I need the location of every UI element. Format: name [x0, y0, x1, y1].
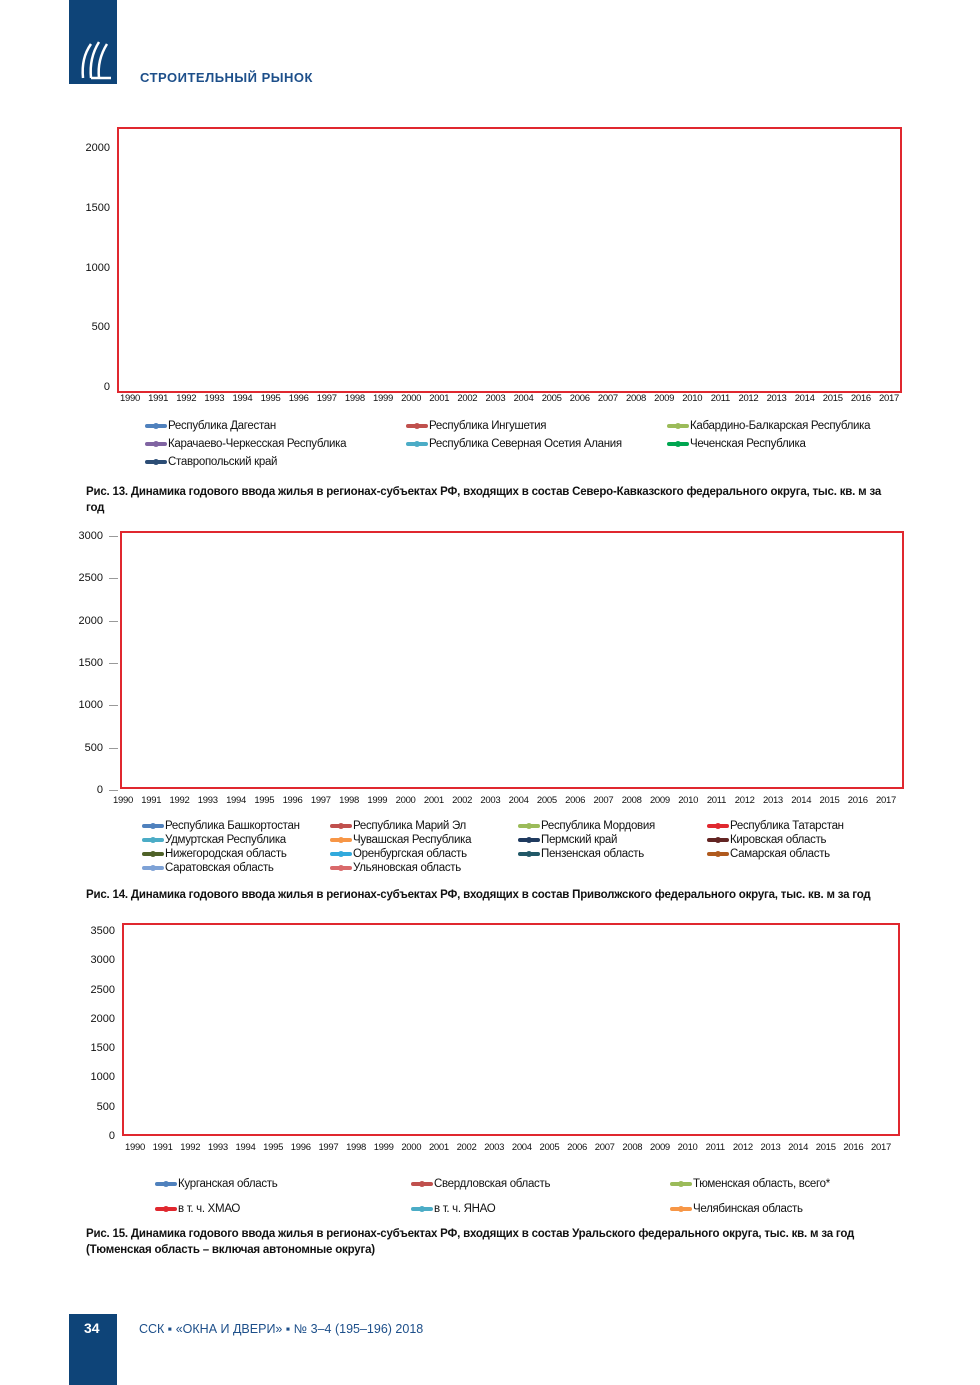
- x-tick-label: 1997: [318, 1142, 339, 1153]
- y-tick-label: 3000: [78, 530, 103, 542]
- x-tick-label: 2014: [791, 795, 812, 806]
- legend-swatch-icon: [406, 442, 428, 446]
- x-tick-label: 2009: [654, 393, 675, 404]
- x-tick-label: 2014: [794, 393, 815, 404]
- x-tick-label: 2010: [678, 795, 699, 806]
- legend-item: [330, 834, 471, 846]
- x-tick-label: 2006: [569, 393, 590, 404]
- x-tick-label: 1990: [120, 393, 140, 404]
- x-tick-label: 1992: [176, 393, 197, 404]
- y-tick-label: 0: [108, 1130, 115, 1142]
- legend-label: Республика Северная Осетия Алания: [429, 438, 622, 450]
- x-tick-label: 2000: [401, 1142, 422, 1153]
- legend-label: Республика Татарстан: [730, 820, 844, 832]
- legend-item: [142, 820, 300, 832]
- x-tick-label: 1997: [316, 393, 337, 404]
- legend-label: в т. ч. ЯНАО: [434, 1203, 496, 1215]
- legend-swatch-icon: [411, 1182, 433, 1186]
- y-tick-label: 2500: [78, 572, 103, 585]
- legend-label: Республика Марий Эл: [353, 820, 466, 832]
- x-tick-label: 2012: [732, 1142, 753, 1153]
- x-tick-label: 2010: [677, 1142, 698, 1153]
- legend-item: [670, 1203, 803, 1215]
- x-tick-label: 1999: [373, 1142, 394, 1153]
- figure-caption-14: Рис. 14. Динамика годового ввода жилья в регионах-субъектах РФ, входящих в состав Приволжского федерального округа, тыс. кв. м за год: [86, 889, 871, 901]
- x-tick-label: 2017: [879, 393, 899, 404]
- legend-swatch-icon: [667, 424, 689, 428]
- legend-swatch-icon: [145, 442, 167, 446]
- x-tick-label: 2002: [457, 393, 478, 404]
- x-tick-label: 2006: [565, 795, 586, 806]
- x-tick-label: 1995: [260, 393, 281, 404]
- x-tick-label: 1992: [169, 795, 190, 806]
- x-tick-label: 2004: [513, 393, 534, 404]
- legend-item: [518, 834, 617, 846]
- header-logo-band: [69, 0, 117, 84]
- y-tick-label: 1500: [85, 201, 110, 214]
- x-tick-label: 2008: [626, 393, 646, 404]
- x-tick-label: 2003: [480, 795, 501, 806]
- x-tick-label: 1994: [235, 1142, 256, 1153]
- x-tick-label: 2000: [401, 393, 422, 404]
- legend-swatch-icon: [330, 824, 352, 828]
- x-tick-label: 2003: [485, 393, 506, 404]
- legend-label: Нижегородская область: [165, 848, 287, 860]
- legend-label: Самарская область: [730, 848, 830, 860]
- legend-item: [330, 862, 461, 874]
- x-tick-label: 2004: [511, 1142, 532, 1153]
- y-tick-label: 500: [84, 741, 103, 754]
- x-tick-label: 2016: [843, 1142, 864, 1153]
- legend-item: [145, 438, 346, 450]
- legend-label: Удмуртская Республика: [165, 834, 286, 846]
- x-tick-label: 2015: [822, 393, 843, 404]
- legend-label: Ставропольский край: [168, 456, 278, 468]
- legend-swatch-icon: [142, 852, 164, 856]
- x-tick-label: 1996: [288, 393, 309, 404]
- legend-item: [142, 862, 274, 874]
- legend-label: Оренбургская область: [353, 848, 467, 860]
- y-tick-label: 3500: [90, 925, 115, 937]
- y-tick-label: 0: [103, 381, 110, 393]
- x-tick-label: 2002: [452, 795, 473, 806]
- legend-item: [667, 438, 806, 450]
- x-tick-label: 2002: [456, 1142, 477, 1153]
- legend-label: Тюменская область, всего*: [693, 1178, 830, 1190]
- y-tick-label: 0: [96, 784, 103, 796]
- legend-item: [142, 848, 287, 860]
- y-tick-mark: [109, 578, 118, 579]
- x-tick-label: 1993: [204, 393, 225, 404]
- x-tick-label: 2005: [541, 393, 562, 404]
- legend-item: [155, 1203, 240, 1215]
- legend-swatch-icon: [518, 824, 540, 828]
- y-tick-label: 500: [96, 1100, 115, 1113]
- legend-swatch-icon: [670, 1207, 692, 1211]
- y-tick-mark: [109, 663, 118, 664]
- legend-item: [145, 420, 276, 432]
- legend-item: [707, 820, 844, 832]
- x-tick-label: 1998: [339, 795, 360, 806]
- x-tick-label: 1993: [197, 795, 218, 806]
- x-tick-label: 2004: [508, 795, 529, 806]
- plot-area: [120, 531, 904, 789]
- legend-swatch-icon: [411, 1207, 433, 1211]
- y-tick-label: 2000: [90, 1012, 115, 1025]
- y-tick-label: 1500: [90, 1042, 115, 1055]
- x-tick-label: 2015: [819, 795, 840, 806]
- page-number: 34: [84, 1320, 100, 1336]
- legend-item: [145, 456, 277, 468]
- legend-item: [707, 848, 830, 860]
- y-tick-mark: [109, 621, 118, 622]
- legend-swatch-icon: [670, 1182, 692, 1186]
- x-tick-label: 1994: [226, 795, 246, 806]
- y-tick-mark: [109, 748, 118, 749]
- y-tick-label: 1000: [85, 261, 110, 274]
- legend-item: [406, 438, 622, 450]
- legend-item: [155, 1178, 277, 1190]
- x-tick-label: 1998: [346, 1142, 366, 1153]
- x-tick-label: 2011: [710, 393, 730, 404]
- legend-swatch-icon: [155, 1182, 177, 1186]
- legend-label: Курганская область: [178, 1178, 278, 1190]
- x-tick-label: 2007: [597, 393, 618, 404]
- legend-swatch-icon: [145, 460, 167, 464]
- legend-swatch-icon: [667, 442, 689, 446]
- x-tick-label: 2011: [706, 795, 727, 806]
- x-tick-label: 2016: [850, 393, 871, 404]
- legend-swatch-icon: [707, 852, 729, 856]
- x-tick-label: 2013: [760, 1142, 781, 1153]
- x-tick-label: 2006: [567, 1142, 588, 1153]
- y-tick-label: 2500: [90, 983, 115, 996]
- x-tick-label: 1999: [373, 393, 393, 404]
- x-tick-label: 2001: [428, 1142, 449, 1153]
- x-tick-label: 2005: [539, 1142, 560, 1153]
- x-tick-label: 2010: [682, 393, 703, 404]
- legend-swatch-icon: [155, 1207, 177, 1211]
- legend-swatch-icon: [518, 838, 540, 842]
- legend-item: [518, 848, 644, 860]
- y-tick-mark: [109, 705, 118, 706]
- legend-item: [667, 420, 870, 432]
- x-tick-label: 2009: [649, 795, 670, 806]
- y-tick-label: 2000: [78, 614, 103, 627]
- x-tick-label: 1991: [152, 1142, 173, 1153]
- legend-label: в т. ч. ХМАО: [178, 1203, 241, 1215]
- legend-swatch-icon: [406, 424, 428, 428]
- legend-swatch-icon: [145, 424, 167, 428]
- x-tick-label: 1992: [180, 1142, 201, 1153]
- x-tick-label: 1996: [282, 795, 303, 806]
- x-tick-label: 2013: [766, 393, 787, 404]
- x-tick-label: 2008: [622, 1142, 643, 1153]
- x-tick-label: 2003: [484, 1142, 505, 1153]
- legend-label: Республика Башкортостан: [165, 820, 300, 832]
- x-tick-label: 1995: [254, 795, 275, 806]
- x-tick-label: 2007: [593, 795, 614, 806]
- figure-caption-15: Рис. 15. Динамика годового ввода жилья в регионах-субъектах РФ, входящих в состав Уральского федерального округа, тыс. кв. м за год (Тюменская область – включая автономные округа): [86, 1228, 855, 1256]
- x-tick-label: 1991: [141, 795, 162, 806]
- legend-swatch-icon: [518, 852, 540, 856]
- legend-label: Саратовская область: [165, 862, 274, 874]
- x-tick-label: 2001: [429, 393, 450, 404]
- legend-label: Пермский край: [541, 834, 618, 846]
- x-tick-label: 1999: [367, 795, 388, 806]
- figure-caption-13: Рис. 13. Динамика годового ввода жилья в регионах-субъектах РФ, входящих в состав Северо-Кавказского федерального округа, тыс. кв. м за год: [86, 486, 882, 514]
- legend-item: [707, 834, 826, 846]
- legend-label: Республика Ингушетия: [429, 420, 547, 432]
- x-tick-label: 2000: [395, 795, 416, 806]
- legend-swatch-icon: [142, 866, 164, 870]
- x-tick-label: 2008: [621, 795, 642, 806]
- legend-swatch-icon: [330, 852, 352, 856]
- x-tick-label: 2015: [815, 1142, 836, 1153]
- legend-swatch-icon: [707, 824, 729, 828]
- legend-swatch-icon: [330, 838, 352, 842]
- x-tick-label: 2017: [876, 795, 896, 806]
- legend-item: [411, 1203, 495, 1215]
- x-tick-label: 1997: [310, 795, 331, 806]
- legend-label: Карачаево-Черкесская Республика: [168, 438, 347, 450]
- legend-swatch-icon: [142, 824, 164, 828]
- x-tick-label: 1990: [113, 795, 133, 806]
- legend-item: [670, 1178, 830, 1190]
- x-tick-label: 2009: [649, 1142, 670, 1153]
- y-tick-mark: [109, 536, 118, 537]
- legend-item: [330, 848, 467, 860]
- legend-item: [142, 834, 286, 846]
- x-tick-label: 1998: [344, 393, 365, 404]
- legend-label: Чувашская Республика: [353, 834, 472, 846]
- y-tick-label: 1000: [90, 1071, 115, 1084]
- legend-item: [411, 1178, 550, 1190]
- x-tick-label: 2017: [871, 1142, 891, 1153]
- x-tick-label: 1991: [148, 393, 169, 404]
- x-tick-label: 1996: [290, 1142, 311, 1153]
- legend-swatch-icon: [707, 838, 729, 842]
- x-tick-label: 2007: [594, 1142, 615, 1153]
- y-tick-label: 3000: [90, 954, 115, 967]
- legend-label: Кировская область: [730, 834, 827, 846]
- x-tick-label: 2012: [734, 795, 755, 806]
- x-tick-label: 2016: [847, 795, 868, 806]
- x-tick-label: 2001: [423, 795, 444, 806]
- x-tick-label: 1990: [125, 1142, 145, 1153]
- legend-label: Челябинская область: [693, 1203, 803, 1215]
- legend-label: Свердловская область: [434, 1178, 551, 1190]
- legend-label: Республика Мордовия: [541, 820, 655, 832]
- section-title: СТРОИТЕЛЬНЫЙ РЫНОК: [140, 70, 313, 85]
- x-tick-label: 2012: [738, 393, 759, 404]
- legend-item: [518, 820, 655, 832]
- y-tick-label: 500: [91, 321, 110, 334]
- logo-icon: [69, 0, 117, 84]
- legend-label: Республика Дагестан: [168, 420, 276, 432]
- publication-footer: ССК ▪ «ОКНА И ДВЕРИ» ▪ № 3–4 (195–196) 2018: [139, 1322, 424, 1336]
- y-tick-label: 1500: [78, 657, 103, 669]
- x-tick-label: 2013: [762, 795, 783, 806]
- legend-label: Чеченская Республика: [690, 438, 806, 450]
- x-tick-label: 2014: [788, 1142, 809, 1153]
- legend-item: [406, 420, 546, 432]
- x-tick-label: 2011: [705, 1142, 725, 1153]
- legend-swatch-icon: [330, 866, 352, 870]
- legend-swatch-icon: [142, 838, 164, 842]
- plot-area: [122, 923, 900, 1136]
- legend-label: Кабардино-Балкарская Республика: [690, 420, 871, 432]
- x-tick-label: 1995: [263, 1142, 284, 1153]
- legend-label: Ульяновская область: [353, 862, 461, 874]
- x-tick-label: 2005: [536, 795, 557, 806]
- legend-item: [330, 820, 466, 832]
- legend-label: Пензенская область: [541, 848, 644, 860]
- y-tick-mark: [109, 790, 118, 791]
- x-tick-label: 1993: [207, 1142, 228, 1153]
- x-tick-label: 1994: [232, 393, 253, 404]
- y-tick-label: 1000: [78, 699, 103, 712]
- plot-area: [117, 127, 902, 393]
- y-tick-label: 2000: [85, 142, 110, 154]
